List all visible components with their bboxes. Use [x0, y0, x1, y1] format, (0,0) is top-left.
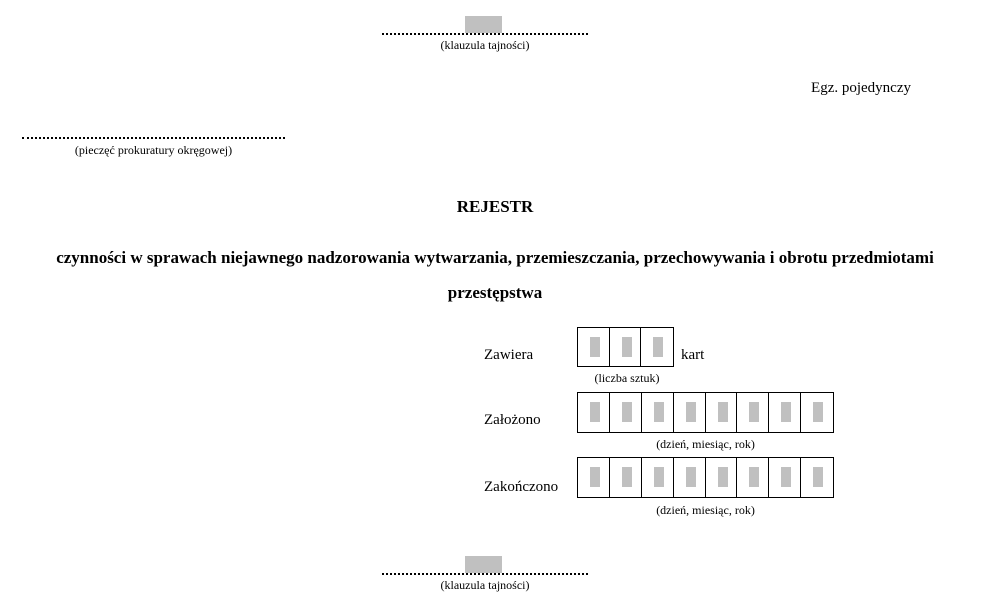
date-digit-cell[interactable]	[610, 458, 642, 497]
stamp-line	[22, 137, 285, 139]
digit-placeholder	[654, 467, 664, 487]
contains-count-boxes[interactable]	[577, 327, 674, 367]
digit-placeholder	[813, 402, 823, 422]
date-digit-cell[interactable]	[706, 393, 738, 432]
classification-caption-bottom: (klauzula tajności)	[440, 578, 530, 592]
digit-placeholder	[590, 337, 600, 357]
date-digit-cell[interactable]	[642, 393, 674, 432]
digit-placeholder	[718, 402, 728, 422]
date-digit-cell[interactable]	[737, 393, 769, 432]
count-digit-cell[interactable]	[578, 328, 610, 366]
subtitle-line-1: czynności w sprawach niejawnego nadzorowania wytwarzania, przemieszczania, przechowywania i obrotu przedmiotami	[56, 248, 934, 267]
digit-placeholder	[622, 402, 632, 422]
digit-placeholder	[813, 467, 823, 487]
digit-placeholder	[654, 402, 664, 422]
digit-placeholder	[622, 337, 632, 357]
date-digit-cell[interactable]	[642, 458, 674, 497]
digit-placeholder	[718, 467, 728, 487]
opened-label: Założono	[484, 412, 541, 428]
date-digit-cell[interactable]	[578, 458, 610, 497]
count-digit-cell[interactable]	[641, 328, 673, 366]
document-title: REJESTR	[456, 197, 534, 216]
closed-date-boxes[interactable]	[577, 457, 834, 498]
date-digit-cell[interactable]	[801, 458, 833, 497]
digit-placeholder	[653, 337, 663, 357]
classification-line-bottom	[382, 573, 588, 575]
document-subtitle	[0, 240, 990, 310]
digit-placeholder	[749, 467, 759, 487]
digit-placeholder	[622, 467, 632, 487]
date-digit-cell[interactable]	[769, 393, 801, 432]
classification-placeholder-bottom	[465, 556, 502, 573]
opened-caption: (dzień, miesiąc, rok)	[656, 437, 755, 451]
digit-placeholder	[749, 402, 759, 422]
stamp-caption: (pieczęć prokuratury okręgowej)	[74, 143, 233, 157]
digit-placeholder	[686, 402, 696, 422]
classification-caption-top: (klauzula tajności)	[440, 38, 530, 52]
digit-placeholder	[590, 402, 600, 422]
classification-placeholder-top	[465, 16, 502, 33]
date-digit-cell[interactable]	[737, 458, 769, 497]
date-digit-cell[interactable]	[674, 458, 706, 497]
date-digit-cell[interactable]	[578, 393, 610, 432]
contains-suffix: kart	[681, 347, 705, 363]
contains-caption: (liczba sztuk)	[594, 371, 660, 385]
contains-label: Zawiera	[484, 347, 534, 363]
date-digit-cell[interactable]	[769, 458, 801, 497]
count-digit-cell[interactable]	[610, 328, 642, 366]
date-digit-cell[interactable]	[801, 393, 833, 432]
digit-placeholder	[686, 467, 696, 487]
copy-label: Egz. pojedynczy	[811, 80, 911, 96]
date-digit-cell[interactable]	[610, 393, 642, 432]
digit-placeholder	[590, 467, 600, 487]
closed-label: Zakończono	[484, 479, 559, 495]
digit-placeholder	[781, 467, 791, 487]
date-digit-cell[interactable]	[706, 458, 738, 497]
subtitle-line-2: przestępstwa	[447, 283, 543, 302]
classification-line-top	[382, 33, 588, 35]
date-digit-cell[interactable]	[674, 393, 706, 432]
closed-caption: (dzień, miesiąc, rok)	[656, 503, 755, 517]
digit-placeholder	[781, 402, 791, 422]
opened-date-boxes[interactable]	[577, 392, 834, 433]
